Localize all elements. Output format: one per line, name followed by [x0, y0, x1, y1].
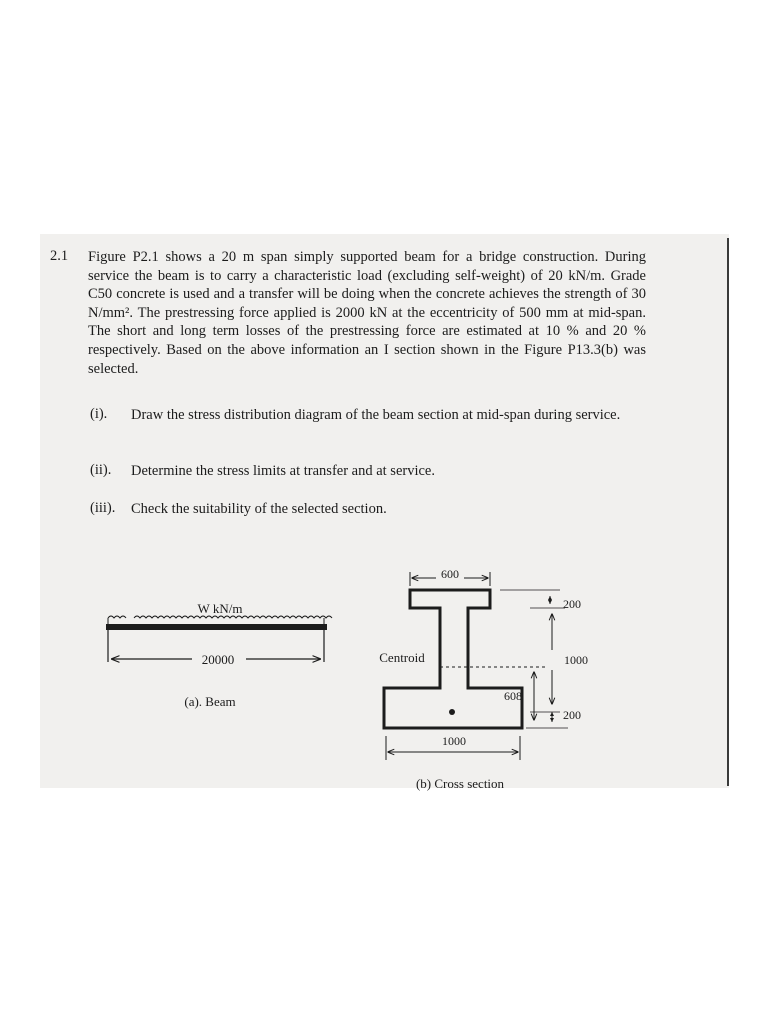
item-2-text: Determine the stress limits at transfer and at service.: [131, 463, 435, 479]
item-3-text: Check the suitability of the selected section.: [131, 501, 387, 517]
span-label: 20000: [201, 652, 235, 667]
question-number: 2.1: [50, 248, 69, 264]
centroid-height-label: 608: [504, 689, 522, 703]
top-width-label: 600: [441, 567, 459, 581]
depth-label: 1000: [564, 653, 588, 667]
item-3-number: (iii).: [90, 500, 116, 516]
item-1-number: (i).: [90, 406, 108, 422]
bottom-width-label: 1000: [442, 734, 466, 748]
cross-section-caption: (b) Cross section: [415, 776, 505, 791]
beam-figure: [106, 601, 332, 709]
tendon-dot: [449, 709, 455, 715]
distributed-load: [108, 616, 332, 624]
beam-body: [106, 624, 327, 630]
beam-caption: (a). Beam: [184, 694, 236, 709]
centroid-label: Centroid: [379, 650, 425, 665]
question-paragraph: Figure P2.1 shows a 20 m span simply supported beam for a bridge construction. During service the beam is to carry a characteristic load (excluding self-weight) of 20 kN/m. Grade C50 concrete is used and a transfer will be doing when the concrete achieves the strength of 30 N/mm². The prestressing force applied is 2000 kN at the eccentricity of 500 mm at mid-span. The short and long term losses of the prestressing force are estimated at 10 % and 20 % respectively. Based on the above information an I section shown in the Figure P13.3(b) was selected.: [88, 249, 646, 377]
load-label: W kN/m: [197, 601, 243, 616]
cross-section-figure: [379, 567, 588, 791]
item-1-text: Draw the stress distribution diagram of the beam section at mid-span during service.: [131, 407, 621, 423]
bottom-flange-label: 200: [563, 708, 581, 722]
top-flange-label: 200: [563, 597, 581, 611]
item-2-number: (ii).: [90, 462, 112, 478]
